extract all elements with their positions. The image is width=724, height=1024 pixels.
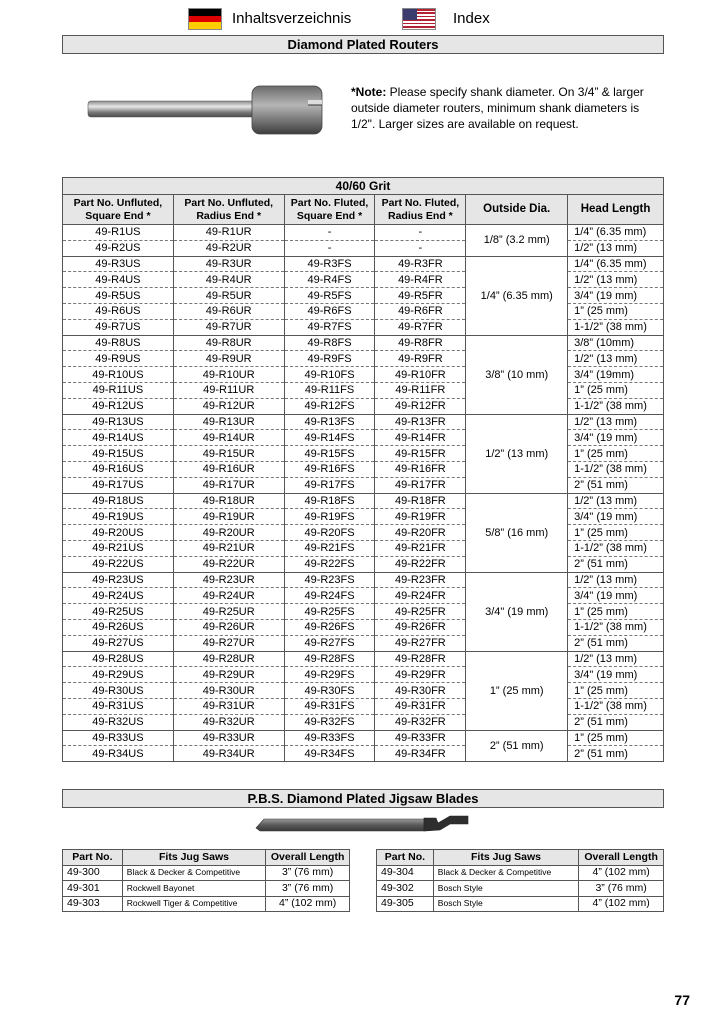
part-unfluted-radius: 49-R16UR: [173, 461, 284, 477]
note-text: Please specify shank diameter. On 3/4” & larger outside diameter routers, minimum shank diameters is 1/2". Larger sizes are available on request.: [351, 85, 644, 131]
part-fluted-square: 49-R9FS: [284, 351, 375, 367]
part-unfluted-square: 49-R19US: [63, 509, 174, 525]
us-flag-icon[interactable]: [402, 8, 436, 30]
header-head-length: Head Length: [568, 195, 664, 225]
part-unfluted-radius: 49-R11UR: [173, 382, 284, 398]
table-row: [63, 604, 664, 620]
part-unfluted-square: 49-R26US: [63, 619, 174, 635]
part-unfluted-square: 49-R30US: [63, 683, 174, 699]
table-row: [377, 865, 664, 881]
table-row: [377, 881, 664, 897]
part-unfluted-radius: 49-R30UR: [173, 683, 284, 699]
table-row: [63, 698, 664, 714]
head-length: 1” (25 mm): [568, 683, 664, 699]
blade-overall-length: 4” (102 mm): [579, 865, 664, 881]
part-fluted-square: -: [284, 225, 375, 241]
part-fluted-radius: 49-R8FR: [375, 335, 466, 351]
blade-overall-length: 4” (102 mm): [579, 896, 664, 912]
blade-part-no: 49-303: [63, 896, 123, 912]
part-unfluted-radius: 49-R25UR: [173, 604, 284, 620]
part-fluted-square: 49-R3FS: [284, 256, 375, 272]
head-length: 1” (25 mm): [568, 382, 664, 398]
outside-diameter: 3/4" (19 mm): [466, 572, 568, 651]
part-fluted-radius: 49-R13FR: [375, 414, 466, 430]
part-unfluted-radius: 49-R15UR: [173, 446, 284, 462]
part-unfluted-square: 49-R20US: [63, 525, 174, 541]
head-length: 1/4” (6.35 mm): [568, 225, 664, 241]
header-fluted-square: Part No. Fluted, Square End *: [284, 195, 375, 225]
outside-diameter: 1/4” (6.35 mm): [466, 256, 568, 335]
head-length: 1/2” (13 mm): [568, 240, 664, 256]
part-fluted-radius: 49-R5FR: [375, 288, 466, 304]
part-fluted-square: 49-R20FS: [284, 525, 375, 541]
part-unfluted-square: 49-R23US: [63, 572, 174, 588]
table-row: [63, 367, 664, 383]
part-fluted-radius: 49-R17FR: [375, 477, 466, 493]
part-fluted-radius: 49-R33FR: [375, 730, 466, 746]
header-part-no: Part No.: [63, 850, 123, 866]
part-fluted-square: 49-R16FS: [284, 461, 375, 477]
part-fluted-radius: 49-R23FR: [375, 572, 466, 588]
part-fluted-radius: 49-R12FR: [375, 398, 466, 414]
part-fluted-radius: 49-R6FR: [375, 303, 466, 319]
part-unfluted-radius: 49-R20UR: [173, 525, 284, 541]
blade-part-no: 49-305: [377, 896, 434, 912]
table-row: [63, 683, 664, 699]
part-fluted-square: 49-R12FS: [284, 398, 375, 414]
part-unfluted-radius: 49-R7UR: [173, 319, 284, 335]
outside-diameter: 1” (25 mm): [466, 651, 568, 730]
part-fluted-square: 49-R10FS: [284, 367, 375, 383]
head-length: 3/4” (19mm): [568, 367, 664, 383]
table-row: [63, 881, 350, 897]
head-length: 1/2” (13 mm): [568, 414, 664, 430]
table-row: [63, 398, 664, 414]
outside-diameter: 3/8” (10 mm): [466, 335, 568, 414]
part-fluted-square: 49-R32FS: [284, 714, 375, 730]
part-fluted-square: 49-R18FS: [284, 493, 375, 509]
table-row: [63, 509, 664, 525]
table-row: [63, 461, 664, 477]
table-row: [63, 477, 664, 493]
part-fluted-square: 49-R17FS: [284, 477, 375, 493]
router-parts-table: [62, 177, 664, 762]
part-unfluted-square: 49-R34US: [63, 746, 174, 762]
outside-diameter: 1/8” (3.2 mm): [466, 225, 568, 257]
part-fluted-square: 49-R23FS: [284, 572, 375, 588]
part-unfluted-square: 49-R2US: [63, 240, 174, 256]
part-fluted-radius: 49-R9FR: [375, 351, 466, 367]
table-row: [63, 635, 664, 651]
head-length: 1-1/2” (38 mm): [568, 698, 664, 714]
blade-part-no: 49-302: [377, 881, 434, 897]
part-fluted-radius: 49-R27FR: [375, 635, 466, 651]
blade-overall-length: 3” (76 mm): [579, 881, 664, 897]
table-row: [63, 303, 664, 319]
header-unfluted-square: Part No. Unfluted, Square End *: [63, 195, 174, 225]
head-length: 1-1/2” (38 mm): [568, 319, 664, 335]
table-row: [63, 288, 664, 304]
part-unfluted-square: 49-R18US: [63, 493, 174, 509]
part-unfluted-square: 49-R31US: [63, 698, 174, 714]
table-row: [63, 556, 664, 572]
table-row: [63, 319, 664, 335]
blade-fits-saw: Rockwell Bayonet: [122, 881, 265, 897]
blade-fits-saw: Bosch Style: [433, 881, 578, 897]
part-unfluted-square: 49-R1US: [63, 225, 174, 241]
header-fits-jug-saws: Fits Jug Saws: [433, 850, 578, 866]
table-row: [63, 525, 664, 541]
table-row: [63, 540, 664, 556]
table-row: [63, 714, 664, 730]
part-unfluted-square: 49-R29US: [63, 667, 174, 683]
section-title-jigsaw: P.B.S. Diamond Plated Jigsaw Blades: [62, 789, 664, 808]
part-unfluted-radius: 49-R6UR: [173, 303, 284, 319]
part-unfluted-radius: 49-R1UR: [173, 225, 284, 241]
part-fluted-radius: 49-R11FR: [375, 382, 466, 398]
head-length: 1” (25 mm): [568, 730, 664, 746]
header-outside-dia: Outside Dia.: [466, 195, 568, 225]
part-unfluted-radius: 49-R23UR: [173, 572, 284, 588]
table-row: [63, 667, 664, 683]
part-unfluted-square: 49-R7US: [63, 319, 174, 335]
outside-diameter: 1/2” (13 mm): [466, 414, 568, 493]
part-fluted-square: 49-R15FS: [284, 446, 375, 462]
part-unfluted-square: 49-R10US: [63, 367, 174, 383]
part-unfluted-radius: 49-R8UR: [173, 335, 284, 351]
outside-diameter: 2” (51 mm): [466, 730, 568, 762]
part-fluted-radius: 49-R19FR: [375, 509, 466, 525]
german-index-link[interactable]: Inhaltsverzeichnis: [232, 10, 352, 27]
head-length: 3/4" (19 mm): [568, 509, 664, 525]
part-unfluted-radius: 49-R21UR: [173, 540, 284, 556]
part-fluted-square: 49-R33FS: [284, 730, 375, 746]
part-fluted-radius: 49-R30FR: [375, 683, 466, 699]
table-row: [63, 865, 350, 881]
part-fluted-radius: 49-R10FR: [375, 367, 466, 383]
part-fluted-square: 49-R14FS: [284, 430, 375, 446]
part-unfluted-square: 49-R11US: [63, 382, 174, 398]
router-bit-image: [86, 84, 326, 136]
part-unfluted-square: 49-R8US: [63, 335, 174, 351]
table-row: [63, 272, 664, 288]
page-number: 77: [674, 992, 690, 1008]
part-fluted-radius: 49-R22FR: [375, 556, 466, 572]
part-fluted-square: 49-R8FS: [284, 335, 375, 351]
part-unfluted-square: 49-R21US: [63, 540, 174, 556]
part-fluted-radius: 49-R25FR: [375, 604, 466, 620]
part-unfluted-square: 49-R6US: [63, 303, 174, 319]
head-length: 2” (51 mm): [568, 635, 664, 651]
blade-part-no: 49-300: [63, 865, 123, 881]
header-part-no: Part No.: [377, 850, 434, 866]
table-row: [63, 730, 664, 746]
head-length: 3/8” (10mm): [568, 335, 664, 351]
part-fluted-square: 49-R6FS: [284, 303, 375, 319]
part-unfluted-square: 49-R15US: [63, 446, 174, 462]
head-length: 1-1/2” (38 mm): [568, 398, 664, 414]
head-length: 1/2” (13 mm): [568, 651, 664, 667]
part-fluted-radius: 49-R31FR: [375, 698, 466, 714]
part-fluted-radius: 49-R16FR: [375, 461, 466, 477]
part-unfluted-square: 49-R4US: [63, 272, 174, 288]
part-fluted-square: 49-R21FS: [284, 540, 375, 556]
header-overall-length: Overall Length: [579, 850, 664, 866]
table-row: [377, 896, 664, 912]
top-navigation: [0, 6, 724, 34]
part-unfluted-radius: 49-R34UR: [173, 746, 284, 762]
part-fluted-radius: 49-R32FR: [375, 714, 466, 730]
table-row: [63, 256, 664, 272]
part-fluted-radius: 49-R14FR: [375, 430, 466, 446]
head-length: 1” (25 mm): [568, 525, 664, 541]
part-unfluted-square: 49-R28US: [63, 651, 174, 667]
english-index-link[interactable]: Index: [453, 10, 490, 27]
blade-overall-length: 3” (76 mm): [266, 865, 350, 881]
table-row: [63, 414, 664, 430]
table-row: [63, 446, 664, 462]
part-fluted-square: 49-R28FS: [284, 651, 375, 667]
blade-fits-saw: Black & Decker & Competitive: [433, 865, 578, 881]
head-length: 1” (25 mm): [568, 303, 664, 319]
blade-overall-length: 4” (102 mm): [266, 896, 350, 912]
part-fluted-radius: 49-R7FR: [375, 319, 466, 335]
part-unfluted-radius: 49-R17UR: [173, 477, 284, 493]
part-unfluted-radius: 49-R33UR: [173, 730, 284, 746]
part-fluted-radius: 49-R20FR: [375, 525, 466, 541]
shank-note: [351, 84, 661, 132]
part-unfluted-radius: 49-R24UR: [173, 588, 284, 604]
part-unfluted-square: 49-R5US: [63, 288, 174, 304]
part-unfluted-radius: 49-R9UR: [173, 351, 284, 367]
blade-fits-saw: Bosch Style: [433, 896, 578, 912]
part-fluted-square: 49-R27FS: [284, 635, 375, 651]
part-fluted-square: -: [284, 240, 375, 256]
part-unfluted-radius: 49-R13UR: [173, 414, 284, 430]
part-fluted-radius: -: [375, 225, 466, 241]
part-unfluted-square: 49-R33US: [63, 730, 174, 746]
part-fluted-square: 49-R22FS: [284, 556, 375, 572]
part-unfluted-radius: 49-R10UR: [173, 367, 284, 383]
part-unfluted-square: 49-R16US: [63, 461, 174, 477]
part-fluted-radius: 49-R29FR: [375, 667, 466, 683]
part-unfluted-radius: 49-R22UR: [173, 556, 284, 572]
part-unfluted-radius: 49-R26UR: [173, 619, 284, 635]
head-length: 2” (51 mm): [568, 714, 664, 730]
table-row: [63, 335, 664, 351]
blade-part-no: 49-301: [63, 881, 123, 897]
part-unfluted-radius: 49-R2UR: [173, 240, 284, 256]
part-fluted-radius: 49-R28FR: [375, 651, 466, 667]
head-length: 3/4" (19 mm): [568, 588, 664, 604]
part-unfluted-radius: 49-R28UR: [173, 651, 284, 667]
head-length: 2” (51 mm): [568, 556, 664, 572]
part-fluted-square: 49-R25FS: [284, 604, 375, 620]
table-row: [63, 746, 664, 762]
header-overall-length: Overall Length: [266, 850, 350, 866]
head-length: 1-1/2” (38 mm): [568, 461, 664, 477]
head-length: 2” (51 mm): [568, 746, 664, 762]
table-row: [63, 619, 664, 635]
head-length: 2” (51 mm): [568, 477, 664, 493]
part-fluted-radius: 49-R15FR: [375, 446, 466, 462]
german-flag-icon[interactable]: [188, 8, 222, 30]
head-length: 3/4” (19 mm): [568, 288, 664, 304]
head-length: 1-1/2” (38 mm): [568, 619, 664, 635]
head-length: 1/2” (13 mm): [568, 572, 664, 588]
part-unfluted-square: 49-R17US: [63, 477, 174, 493]
jigsaw-table-left: [62, 849, 350, 912]
table-row: [63, 588, 664, 604]
part-unfluted-radius: 49-R18UR: [173, 493, 284, 509]
table-row: [63, 240, 664, 256]
part-fluted-square: 49-R7FS: [284, 319, 375, 335]
head-length: 1/2” (13 mm): [568, 493, 664, 509]
head-length: 1/2" (13 mm): [568, 351, 664, 367]
part-unfluted-square: 49-R32US: [63, 714, 174, 730]
part-unfluted-square: 49-R27US: [63, 635, 174, 651]
part-unfluted-square: 49-R24US: [63, 588, 174, 604]
blade-overall-length: 3” (76 mm): [266, 881, 350, 897]
part-fluted-square: 49-R11FS: [284, 382, 375, 398]
blade-part-no: 49-304: [377, 865, 434, 881]
part-fluted-radius: 49-R24FR: [375, 588, 466, 604]
part-unfluted-square: 49-R12US: [63, 398, 174, 414]
table-row: [63, 493, 664, 509]
part-fluted-square: 49-R19FS: [284, 509, 375, 525]
part-fluted-radius: 49-R26FR: [375, 619, 466, 635]
part-fluted-radius: -: [375, 240, 466, 256]
part-unfluted-radius: 49-R29UR: [173, 667, 284, 683]
grit-heading: 40/60 Grit: [63, 178, 664, 195]
head-length: 3/4" (19 mm): [568, 430, 664, 446]
part-fluted-radius: 49-R34FR: [375, 746, 466, 762]
table-row: [63, 430, 664, 446]
table-row: [63, 651, 664, 667]
part-fluted-square: 49-R4FS: [284, 272, 375, 288]
part-unfluted-radius: 49-R19UR: [173, 509, 284, 525]
head-length: 1/4" (6.35 mm): [568, 256, 664, 272]
part-unfluted-radius: 49-R32UR: [173, 714, 284, 730]
part-unfluted-radius: 49-R4UR: [173, 272, 284, 288]
head-length: 1” (25 mm): [568, 604, 664, 620]
part-fluted-square: 49-R29FS: [284, 667, 375, 683]
part-fluted-radius: 49-R21FR: [375, 540, 466, 556]
part-fluted-square: 49-R5FS: [284, 288, 375, 304]
part-unfluted-square: 49-R22US: [63, 556, 174, 572]
part-fluted-radius: 49-R3FR: [375, 256, 466, 272]
part-fluted-square: 49-R34FS: [284, 746, 375, 762]
part-fluted-square: 49-R13FS: [284, 414, 375, 430]
part-unfluted-square: 49-R3US: [63, 256, 174, 272]
part-fluted-square: 49-R30FS: [284, 683, 375, 699]
note-label: *Note:: [351, 85, 387, 99]
table-row: [63, 896, 350, 912]
header-fits-jug-saws: Fits Jug Saws: [122, 850, 265, 866]
head-length: 1” (25 mm): [568, 446, 664, 462]
part-fluted-radius: 49-R18FR: [375, 493, 466, 509]
part-unfluted-radius: 49-R27UR: [173, 635, 284, 651]
head-length: 1-1/2” (38 mm): [568, 540, 664, 556]
table-row: [63, 225, 664, 241]
section-title-routers: Diamond Plated Routers: [62, 35, 664, 54]
part-fluted-square: 49-R31FS: [284, 698, 375, 714]
part-unfluted-square: 49-R14US: [63, 430, 174, 446]
part-unfluted-square: 49-R9US: [63, 351, 174, 367]
part-fluted-square: 49-R26FS: [284, 619, 375, 635]
header-fluted-radius: Part No. Fluted, Radius End *: [375, 195, 466, 225]
header-unfluted-radius: Part No. Unfluted, Radius End *: [173, 195, 284, 225]
jigsaw-table-right: [376, 849, 664, 912]
table-row: [63, 382, 664, 398]
part-unfluted-radius: 49-R14UR: [173, 430, 284, 446]
head-length: 1/2" (13 mm): [568, 272, 664, 288]
part-unfluted-radius: 49-R31UR: [173, 698, 284, 714]
part-unfluted-square: 49-R25US: [63, 604, 174, 620]
blade-fits-saw: Black & Decker & Competitive: [122, 865, 265, 881]
part-fluted-square: 49-R24FS: [284, 588, 375, 604]
table-row: [63, 572, 664, 588]
part-unfluted-radius: 49-R5UR: [173, 288, 284, 304]
part-fluted-radius: 49-R4FR: [375, 272, 466, 288]
part-unfluted-radius: 49-R12UR: [173, 398, 284, 414]
part-unfluted-radius: 49-R3UR: [173, 256, 284, 272]
table-row: [63, 351, 664, 367]
part-unfluted-square: 49-R13US: [63, 414, 174, 430]
blade-fits-saw: Rockwell Tiger & Competitive: [122, 896, 265, 912]
jigsaw-blade-image: [254, 814, 474, 836]
outside-diameter: 5/8” (16 mm): [466, 493, 568, 572]
head-length: 3/4" (19 mm): [568, 667, 664, 683]
